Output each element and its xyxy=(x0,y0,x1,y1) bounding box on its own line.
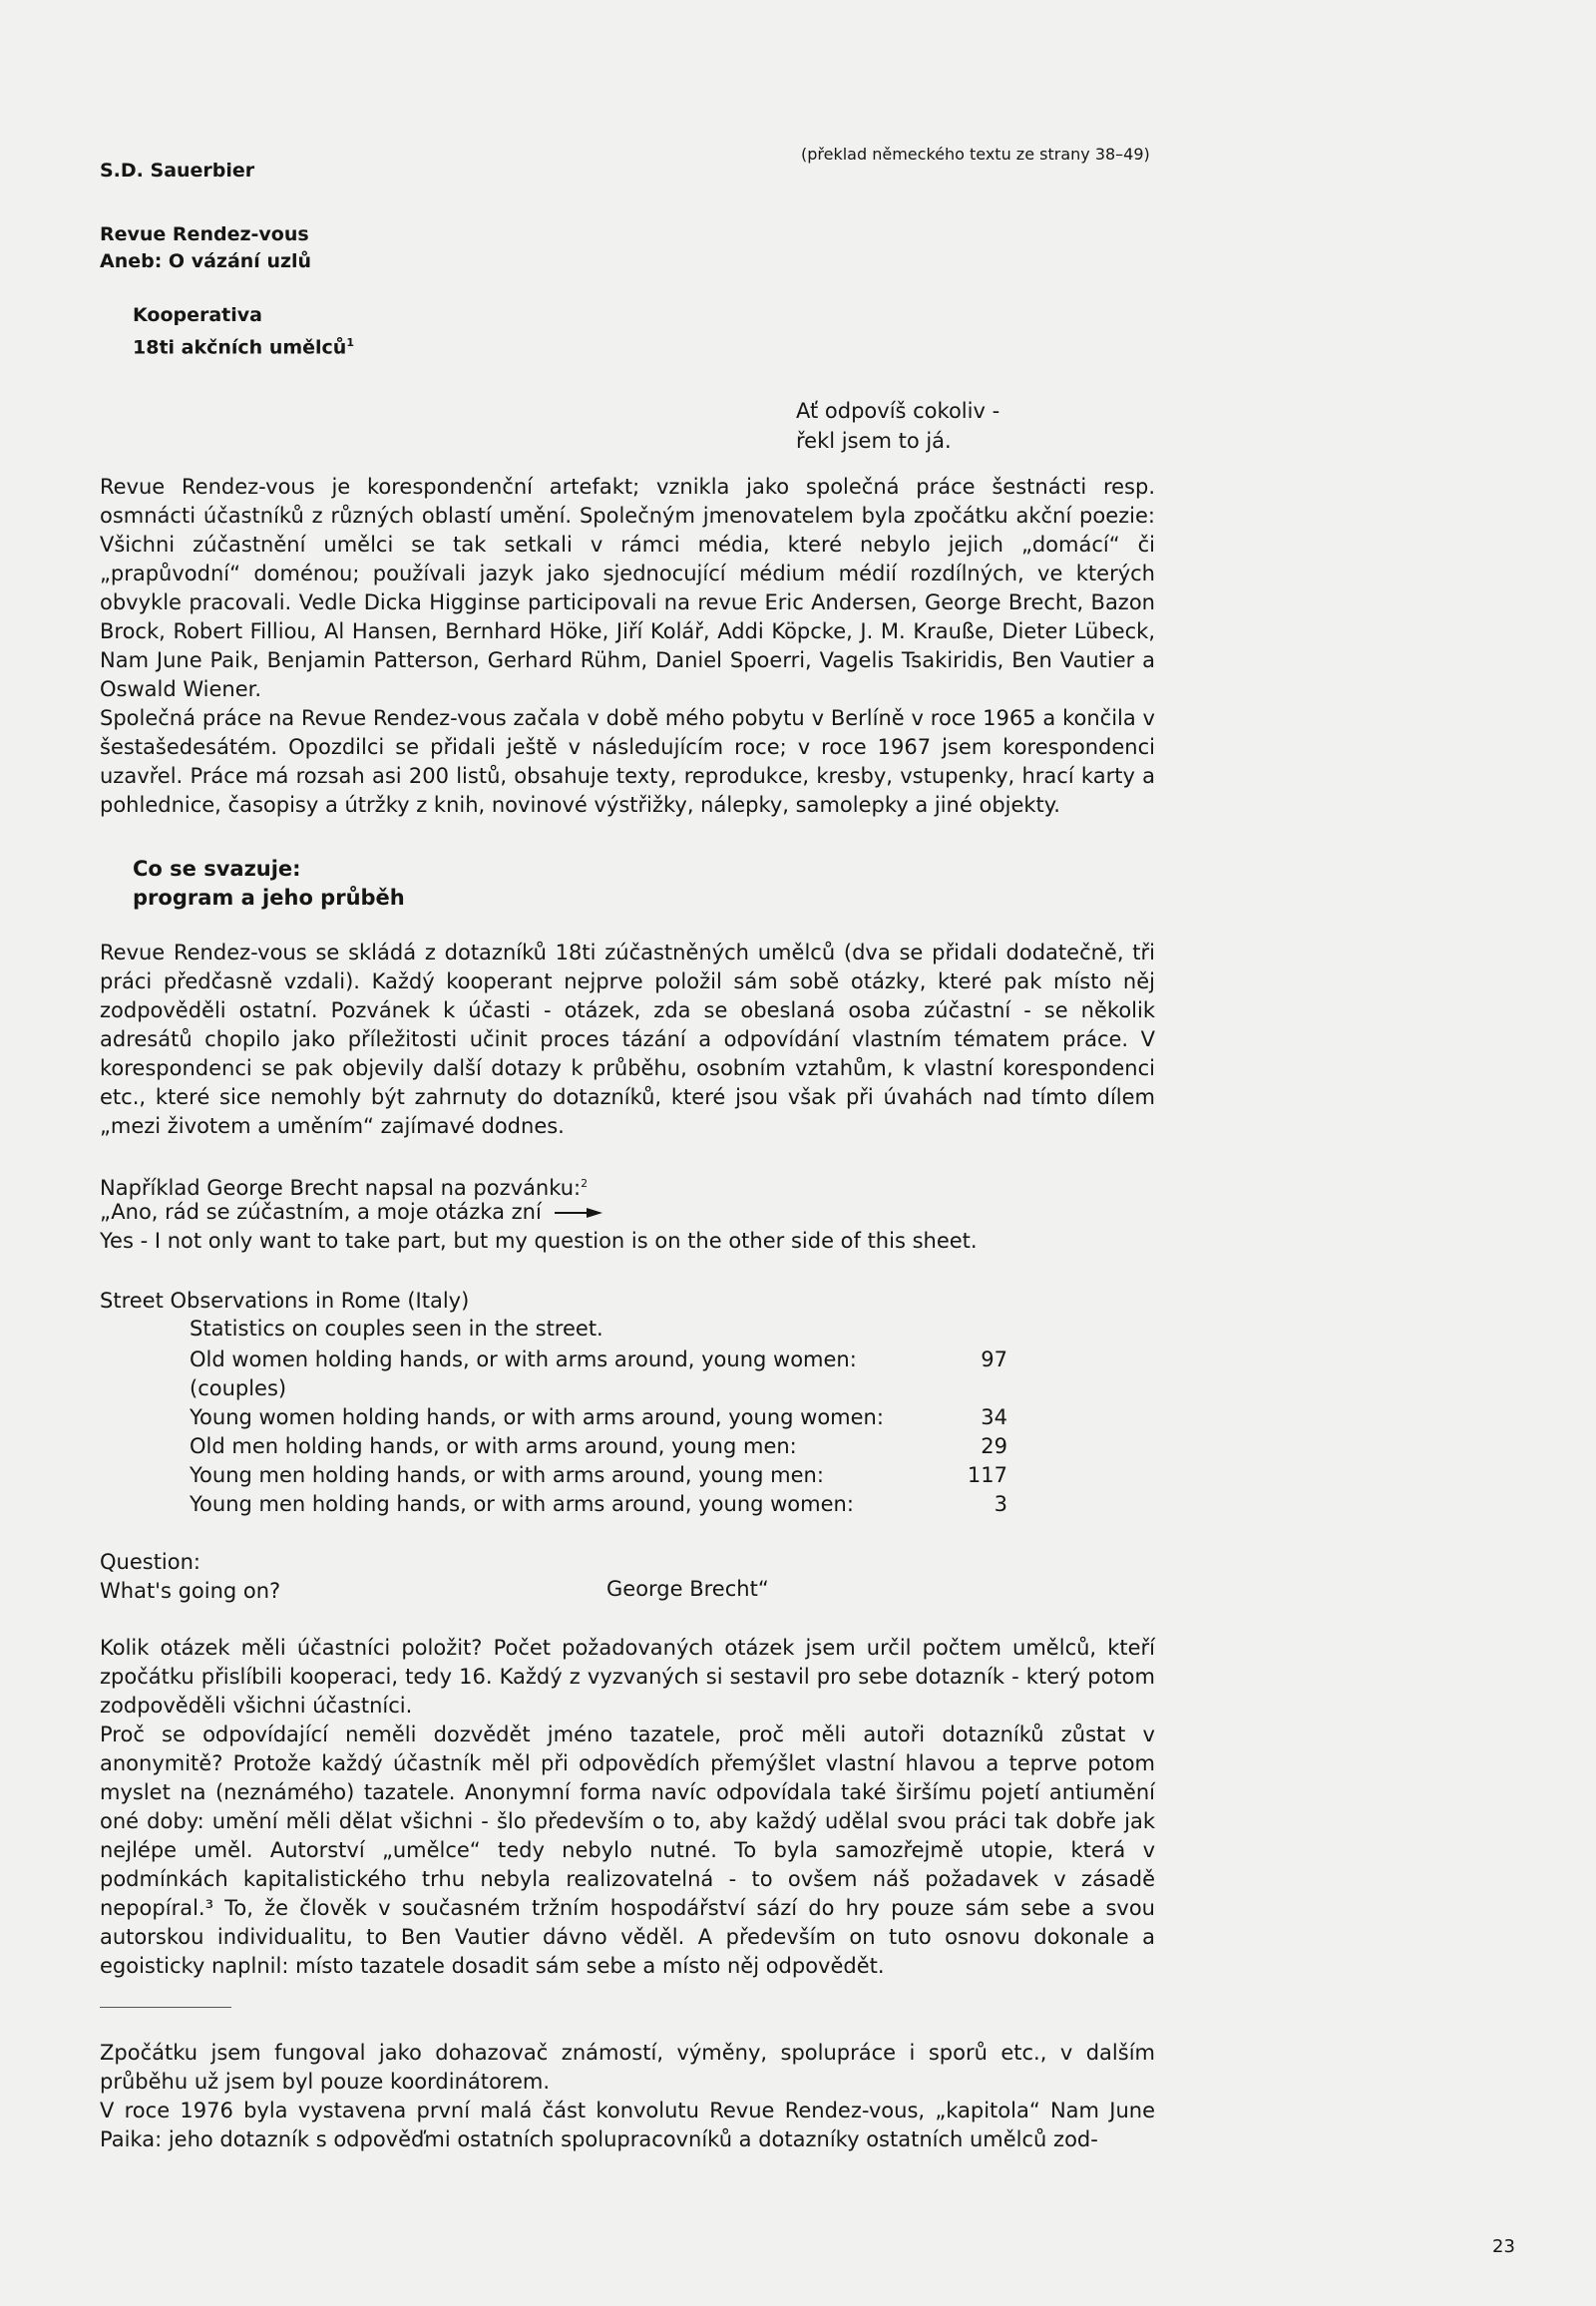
section-text xyxy=(100,939,1155,1141)
motto-line: Ať odpovíš cokoliv - xyxy=(796,399,1000,423)
heading-line: program a jeho průběh xyxy=(133,886,405,910)
motto-line: řekl jsem to já. xyxy=(796,429,952,453)
section-heading xyxy=(133,855,405,913)
signature: George Brecht“ xyxy=(606,1577,769,1601)
subtitle-text: 18ti akčních umělců xyxy=(133,336,347,359)
subtitle-line: Kooperativa xyxy=(133,304,262,326)
paragraph: Společná práce na Revue Rendez-vous začala v době mého pobytu v Berlíně v roce 1965 a končila v šestašedesátém. Opozdilci se přidali ještě v následujícím roce; v roce 1967 jsem korespondenci uzavřel. Práce má rozsah asi 200 listů, obsahuje texty, reprodukce, kresby, vstupenky, hrací karty a pohlednice, časopisy a útržky z knih, novinové výstřižky, nálepky, samolepky a jiné objekty. xyxy=(100,706,1155,817)
translation-note: (překlad německého textu ze strany 38–49) xyxy=(801,145,1150,164)
title-line: Aneb: O vázání uzlů xyxy=(100,250,312,272)
motto xyxy=(796,396,999,456)
stat-value: 117 xyxy=(967,1463,1007,1487)
stat-value: 97 xyxy=(981,1347,1007,1371)
footnote-divider xyxy=(100,2007,231,2008)
stat-label: Young women holding hands, or with arms around, young women: xyxy=(190,1405,884,1429)
stat-label: (couples) xyxy=(190,1376,287,1400)
question-block xyxy=(100,1548,280,1606)
quote-text: „Ano, rád se zúčastním, a moje otázka zní xyxy=(100,1200,542,1224)
footnote-mark: 1 xyxy=(346,336,354,349)
page-number: 23 xyxy=(1492,2236,1515,2257)
stat-label: Young men holding hands, or with arms around, young men: xyxy=(190,1463,824,1487)
observations-intro: Statistics on couples seen in the street. xyxy=(190,1317,603,1341)
paragraph: Proč se odpovídající neměli dozvědět jméno tazatele, proč měli autoři dotazníků zůstat v anonymitě? Protože každý účastník měl při odpovědích přemýšlet vlastní hlavou a teprve potom myslet na (neznámého) tazatele. Anonymní forma navíc odpovídala také širšímu pojetí antiumění oné doby: umění měli dělat všichni - šlo především o to, aby každý udělal svou práci tak dobře jak nejlépe uměl. Autorství „umělce“ tedy nebylo nutné. To byla samozřejmě utopie, která v podmínkách kapitalistického trhu nebyla realizovatelná - to ovšem náš požadavek v zásadě nepopíral.³ To, že člověk v současném tržním hospodářství sází do hry pouze sám sebe a svou autorskou individualitu, to Ben Vautier dávno věděl. A především on tuto osnovu dokonale a egoisticky naplnil: místo tazatele dosadit sám sebe a místo něj odpovědět. xyxy=(100,1723,1155,1978)
article-title xyxy=(100,221,311,275)
stat-label: Young men holding hands, or with arms around, young women: xyxy=(190,1492,854,1516)
paragraph: Revue Rendez-vous je korespondenční artefakt; vznikla jako společná práce šestnácti resp. osmnácti účastníků z různých oblastí umění. Společným jmenovatelem byla zpočátku akční poezie: Všichni zúčastnění umělci se tak setkali v rámci média, které nebylo jejich „domácí“ či „prapůvodní“ doménou; používali jazyk jako sjednocující médium médií rozdílných, ve kterých obvykle pracovali. Vedle Dicka Higginse participovali na revue Eric Andersen, George Brecht, Bazon Brock, Robert Filliou, Al Hansen, Bernhard Höke, Jiří Kolář, Addi Köpcke, J. M. Krauße, Dieter Lübeck, Nam June Paik, Benjamin Patterson, Gerhard Rühm, Daniel Spoerri, Vagelis Tsakiridis, Ben Vautier a Oswald Wiener. xyxy=(100,475,1155,701)
stat-label: Old women holding hands, or with arms around, young women: xyxy=(190,1347,857,1371)
question-text: What's going on? xyxy=(100,1579,281,1603)
author-name: S.D. Sauerbier xyxy=(100,160,255,182)
heading-line: Co se svazuje: xyxy=(133,857,301,881)
article-subtitle xyxy=(133,302,354,361)
subtitle-line xyxy=(133,329,354,361)
brecht-quote-line-1 xyxy=(100,1198,604,1227)
paragraph: Kolik otázek měli účastníci položit? Počet požadovaných otázek jsem určil počtem umělců, kteří zpočátku přislíbili kooperaci, tedy 16. Každý z vyzvaných si sestavil pro sebe dotazník - který potom zodpověděli všichni účastníci. xyxy=(100,1636,1155,1718)
stat-value: 29 xyxy=(981,1434,1007,1458)
brecht-quote-line-2: Yes - I not only want to take part, but my question is on the other side of this sheet. xyxy=(100,1229,978,1253)
stat-value: 3 xyxy=(994,1492,1007,1516)
arrow-right-icon xyxy=(553,1207,604,1219)
title-line: Revue Rendez-vous xyxy=(100,223,309,245)
observations-heading: Street Observations in Rome (Italy) xyxy=(100,1289,470,1313)
intro-text xyxy=(100,473,1155,820)
lead-text: Například George Brecht napsal na pozvánku: xyxy=(100,1176,582,1200)
stat-label: Old men holding hands, or with arms around, young men: xyxy=(190,1434,797,1458)
footnote: V roce 1976 byla vystavena první malá část konvolutu Revue Rendez-vous, „kapitola“ Nam June Paika: jeho dotazník s odpověďmi ostatních spolupracovníků a dotazníky ostatních umělců zod- xyxy=(100,2099,1155,2151)
paragraph: Revue Rendez-vous se skládá z dotazníků 18ti zúčastněných umělců (dva se přidali dodatečně, tři práci předčasně vzdali). Každý kooperant nejprve položil sám sobě otázky, které pak místo něj zodpověděli ostatní. Pozvánek k účasti - otázek, zda se obeslaná osoba zúčastní - se několik adresátů chopilo jako příležitosti učinit proces tázání a odpovídání vlastním tématem práce. V korespondenci se pak objevily další dotazy k průběhu, osobním vztahům, k vlastní korespondenci etc., které sice nemohly být zahrnuty do dotazníků, které jsou však při úvahách nad tímto dílem „mezi životem a uměním“ zajímavé dodnes. xyxy=(100,941,1155,1138)
footnotes xyxy=(100,2039,1155,2154)
question-label: Question: xyxy=(100,1550,201,1574)
closing-text xyxy=(100,1634,1155,1981)
footnote-mark: 2 xyxy=(581,1177,589,1190)
footnote: Zpočátku jsem fungoval jako dohazovač známostí, výměny, spolupráce i sporů etc., v dalším průběhu už jsem byl pouze koordinátorem. xyxy=(100,2041,1155,2094)
stat-value: 34 xyxy=(981,1405,1007,1429)
